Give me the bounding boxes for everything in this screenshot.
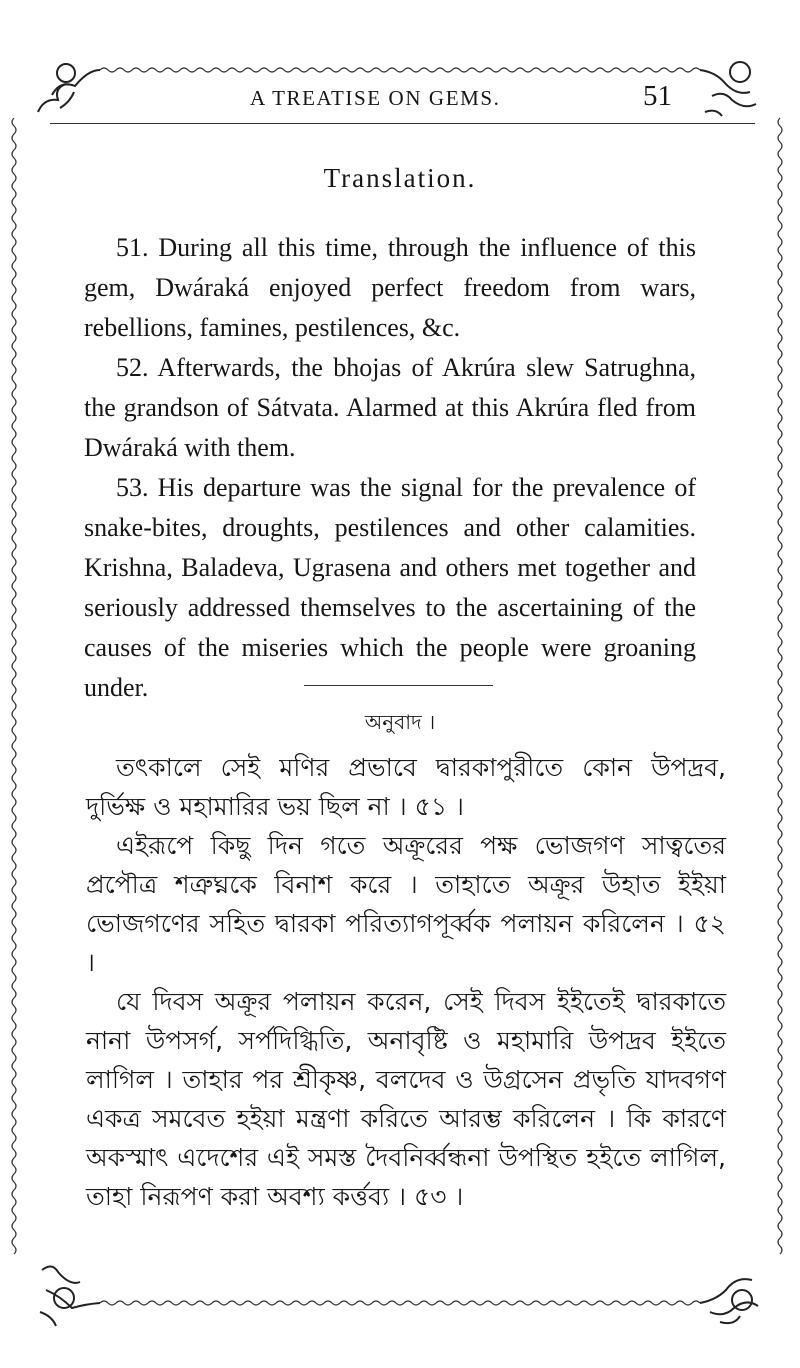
- paragraph-53: 53. His departure was the signal for the prevalence of snake-bites, droughts, pestilences and other calamities. Krishna, Baladeva, Ugrasena and others met together and seriously addressed themselves to the ascertaining of the causes of the miseries which the people were groaning under.: [84, 473, 696, 702]
- corner-ornament-bottom-left: [40, 1266, 100, 1326]
- bengali-paragraph-53: যে দিবস অক্রূর পলায়ন করেন, সেই দিবস ইইতেই দ্বারকাতে নানা উপসর্গ, সর্পদিগ্ধিতি, অনাবৃষ্টি ও মহামারি উপদ্রব ইইতে লাগিল । তাহার পর শ্রীকৃষ্ণ, বলদেব ও উগ্রসেন প্রভৃতি যাদবগণ একত্র সমবেত হইয়া মন্ত্রণা করিতে আরম্ভ করিলেন । কি কারণে অকস্মাৎ এদেশের এই সমস্ত দৈবনির্ব্বন্ধনা উপস্থিত হইতে লাগিল, তাহা নিরূপণ করা অবশ্য কর্ত্তব্য । ৫৩ ।: [86, 987, 726, 1211]
- translation-body: [84, 228, 696, 708]
- corner-ornament-top-right: [700, 62, 756, 116]
- paragraph-52: 52. Afterwards, the bhojas of Akrúra slew Satrughna, the grandson of Sátvata. Alarmed at this Akrúra fled from Dwáraká with them.: [84, 353, 696, 462]
- bengali-paragraph-52: এইরূপে কিছু দিন গতে অক্রূরের পক্ষ ভোজগণ সাত্বতের প্রপৌত্র শত্রুঘ্নকে বিনাশ করে । তাহাতে অক্রূর উহাত ইইয়া ভোজগণের সহিত দ্বারকা পরিত্যাগপূর্ব্বক পলায়ন করিলেন । ৫২ ।: [86, 831, 726, 977]
- translation-heading: Translation.: [323, 163, 477, 193]
- section-divider: [304, 685, 493, 686]
- running-title: A TREATISE ON GEMS.: [250, 86, 501, 110]
- corner-ornament-top-left: [38, 64, 100, 112]
- corner-ornament-bottom-right: [700, 1279, 758, 1323]
- bengali-body: [86, 748, 726, 1216]
- page-number: 51: [643, 80, 672, 112]
- header-rule: [50, 123, 755, 124]
- bengali-heading: অনুবাদ ।: [364, 710, 436, 734]
- bengali-paragraph-51: তৎকালে সেই মণির প্রভাবে দ্বারকাপুরীতে কোন উপদ্রব, দুর্ভিক্ষ ও মহামারির ভয় ছিল না । ৫১ ।: [86, 753, 726, 821]
- paragraph-51: 51. During all this time, through the influence of this gem, Dwáraká enjoyed perfect freedom from wars, rebellions, famines, pestilences, &c.: [84, 233, 696, 342]
